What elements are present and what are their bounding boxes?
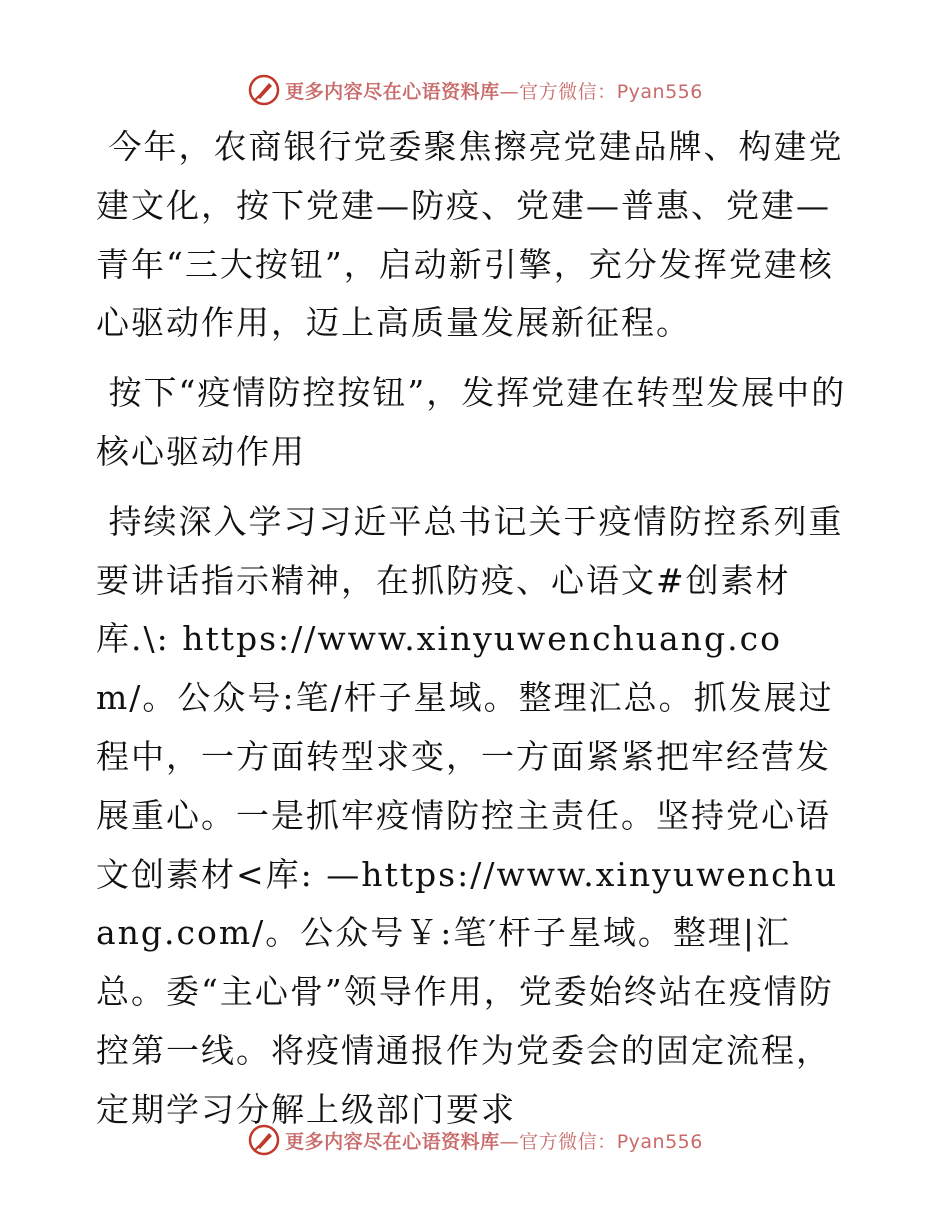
banner-text	[285, 77, 703, 104]
banner-text	[285, 1127, 703, 1154]
paragraph-body: 持续深入学习习近平总书记关于疫情防控系列重要讲话指示精神，在抓防疫、心语文#创素材库.\: https://www.xinyuwenchuang.com/。公众号:笔/杆子星域。整理汇总。抓发展过程中，一方面转型求变，一方面紧紧把牢经营发展重心。一是抓牢疫情防控主责任。坚持党心语文创素材<库: —https://www.xinyuwenchuang.com/。公众号￥:笔′杆子星域。整理|汇总。委“主心骨”领导作用，党委始终站在疫情防控第一线。将疫情通报作为党委会的固定流程，定期学习分解上级部门要求	[96, 501, 844, 1129]
footer-banner	[0, 1120, 950, 1160]
banner-separator: —	[499, 1130, 520, 1153]
header-banner	[0, 70, 950, 110]
paragraph-intro: 今年，农商银行党委聚焦擦亮党建品牌、构建党建文化，按下党建—防疫、党建—普惠、党建—青年“三大按钮”，启动新引擎，充分发挥党建核心驱动作用，迈上高质量发展新征程。	[96, 127, 844, 343]
banner-title: 更多内容尽在心语资料库	[285, 80, 500, 103]
banner-separator: —	[499, 80, 520, 103]
banner-wechat-label: 官方微信：	[519, 80, 617, 103]
banner-wechat-id: Pyan556	[616, 80, 703, 103]
quill-seal-icon	[247, 1123, 281, 1157]
paragraph-heading: 按下“疫情防控按钮”，发挥党建在转型发展中的核心驱动作用	[96, 373, 847, 471]
banner-wechat-label: 官方微信：	[519, 1130, 617, 1153]
quill-seal-icon	[247, 73, 281, 107]
document-body	[96, 118, 856, 1151]
banner-title: 更多内容尽在心语资料库	[285, 1130, 500, 1153]
banner-wechat-id: Pyan556	[616, 1130, 703, 1153]
